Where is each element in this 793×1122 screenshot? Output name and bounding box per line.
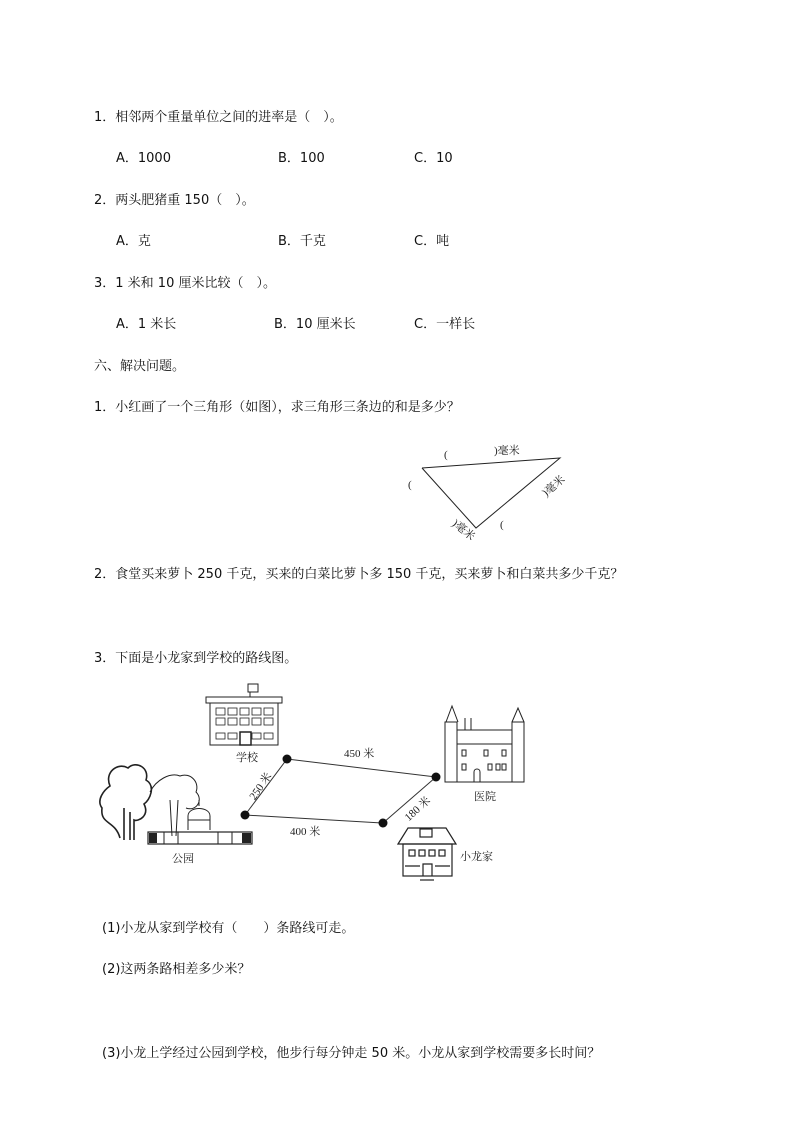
distance-hospital-home: 180 米	[402, 794, 434, 824]
question-2-option-b: B．千克	[278, 234, 326, 249]
question-2-stem: 2．两头肥猪重 150（ ）。	[94, 193, 255, 208]
hospital-building-icon	[445, 706, 524, 782]
question-1-stem: 1．相邻两个重量单位之间的进率是（ ）。	[94, 110, 343, 125]
problem-1-text: 1．小红画了一个三角形（如图），求三角形三条边的和是多少？	[94, 400, 460, 415]
school-building-icon	[206, 684, 282, 745]
park-trees-icon	[100, 765, 199, 840]
svg-text:(: (	[408, 479, 412, 491]
question-1-option-b: B．100	[278, 151, 325, 166]
svg-text:)毫米: )毫米	[449, 517, 477, 544]
hospital-label: 医院	[474, 791, 496, 803]
park-dome-icon	[188, 800, 210, 830]
home-building-icon	[398, 828, 456, 880]
svg-text:)毫米: )毫米	[540, 473, 568, 500]
problem-3-sub-1: (1)小龙从家到学校有（ ）条路线可走。	[102, 921, 355, 936]
problem-2-text: 2．食堂买来萝卜 250 千克，买来的白菜比萝卜多 150 千克，买来萝卜和白菜共多少千克？	[94, 567, 624, 582]
question-3-option-b: B．10 厘米长	[274, 317, 356, 332]
question-3-option-c: C．一样长	[414, 317, 476, 332]
question-3-option-a: A．1 米长	[116, 317, 177, 332]
park-label: 公园	[172, 853, 194, 865]
question-3-stem: 3．1 米和 10 厘米比较（ ）。	[94, 276, 276, 291]
question-2-option-a: A．克	[116, 234, 151, 249]
svg-text:(: (	[444, 449, 448, 461]
distance-school-hospital: 450 米	[344, 748, 375, 760]
svg-text:(: (	[500, 519, 504, 531]
distance-park-home: 400 米	[290, 826, 321, 838]
section-title: 六、解决问题。	[94, 359, 186, 374]
park-fence-icon	[148, 832, 252, 844]
triangle-figure	[408, 443, 568, 543]
question-1-option-a: A．1000	[116, 151, 171, 166]
distance-park-school: 250 米	[247, 770, 275, 803]
problem-3-sub-3: (3)小龙上学经过公园到学校，他步行每分钟走 50 米。小龙从家到学校需要多长时间？	[102, 1046, 601, 1061]
problem-3-text: 3．下面是小龙家到学校的路线图。	[94, 651, 298, 666]
question-2-option-c: C．吨	[414, 234, 450, 249]
problem-3-sub-2: (2)这两条路相差多少米？	[102, 962, 251, 977]
question-1-option-c: C．10	[414, 151, 453, 166]
home-label: 小龙家	[460, 851, 493, 863]
school-label: 学校	[236, 752, 258, 764]
svg-text:)毫米: )毫米	[494, 445, 520, 457]
route-map	[100, 684, 524, 880]
